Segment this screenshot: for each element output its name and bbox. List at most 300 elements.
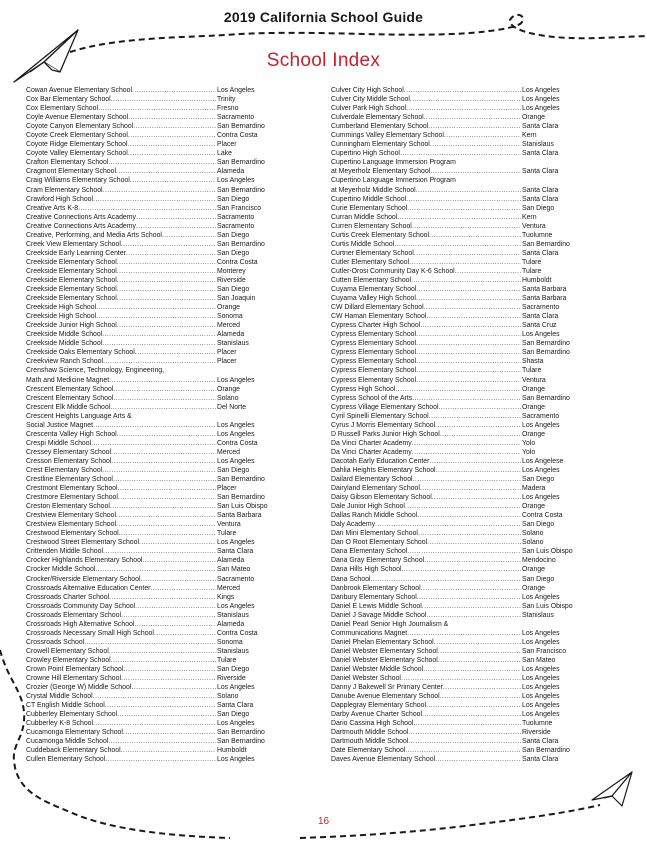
index-entry — [331, 312, 596, 321]
dot-leader — [456, 176, 521, 185]
school-name: Creekside Elementary School — [26, 258, 117, 266]
school-name: Dartmouth Middle School — [331, 738, 409, 746]
school-name: Crestmore Elementary School — [26, 494, 118, 502]
school-name: CT English Middle School — [26, 702, 105, 710]
county-name: San Diego — [522, 575, 555, 583]
index-entry — [26, 167, 291, 176]
index-entry — [26, 746, 291, 755]
index-entry — [331, 357, 596, 366]
school-name: Crossroads Charter School — [26, 593, 110, 601]
dot-leader — [110, 502, 216, 511]
dot-leader — [416, 376, 521, 385]
index-entry — [26, 249, 291, 258]
index-entry — [331, 728, 596, 737]
county-name: San Joaquin — [217, 295, 256, 303]
county-name — [521, 176, 596, 185]
dot-leader — [408, 737, 521, 746]
dot-leader — [424, 113, 521, 122]
dot-leader — [109, 647, 216, 656]
index-entry — [331, 421, 596, 430]
school-name: Curtner Elementary School — [331, 249, 414, 257]
index-entry — [331, 701, 596, 710]
county-name: Alameda — [217, 620, 245, 628]
index-entry — [331, 620, 596, 629]
index-entry — [26, 186, 291, 195]
county-name: Tulare — [217, 530, 237, 538]
dot-leader — [429, 457, 521, 466]
county-name: San Bernardino — [522, 394, 570, 402]
dot-leader — [93, 195, 216, 204]
dot-leader — [111, 448, 216, 457]
index-entry — [331, 674, 596, 683]
index-entry — [26, 556, 291, 565]
school-name: Danny J Bakewell Sr Primary Center — [331, 684, 443, 692]
index-entry — [26, 565, 291, 574]
dot-leader — [414, 249, 521, 258]
school-name: Dale Junior High School — [331, 503, 405, 511]
county-name — [521, 620, 596, 629]
county-name: Sacramento — [522, 304, 560, 312]
index-entry — [331, 294, 596, 303]
dot-leader — [455, 267, 521, 276]
dot-leader — [132, 412, 216, 421]
dot-leader — [375, 520, 521, 529]
school-name: Creekside Elementary School — [26, 276, 117, 284]
county-name: Riverside — [217, 276, 246, 284]
county-name: Santa Clara — [217, 548, 254, 556]
index-entry — [26, 710, 291, 719]
school-name: Cyrus J Morris Elementary School — [331, 421, 436, 429]
county-name: Monterey — [217, 267, 246, 275]
dot-leader — [113, 385, 216, 394]
dot-leader — [436, 466, 521, 475]
school-name: Crossroads Necessary Small High School — [26, 629, 154, 637]
dot-leader — [132, 86, 216, 95]
school-name: Cypress Elementary School — [331, 376, 417, 384]
county-name: Los Angeles — [522, 629, 560, 637]
school-name: Coyote Valley Elementary School — [26, 150, 128, 158]
county-name: Los Angelese — [522, 457, 564, 465]
dot-leader — [142, 556, 216, 565]
index-entry — [26, 466, 291, 475]
county-name: Trinity — [217, 96, 236, 104]
index-column-left — [26, 86, 291, 765]
school-name: Crest Elementary School — [26, 466, 103, 474]
dot-leader — [96, 303, 216, 312]
index-entry — [331, 176, 596, 185]
county-name: Stanislaus — [217, 647, 249, 655]
index-entry — [331, 131, 596, 140]
county-name: Los Angeles — [522, 593, 560, 601]
index-entry — [26, 204, 291, 213]
county-name: Orange — [522, 566, 545, 574]
county-name: Los Angeles — [522, 638, 560, 646]
index-entry — [331, 511, 596, 520]
school-name: Cypress School of the Arts — [331, 394, 413, 402]
index-entry — [26, 701, 291, 710]
county-name: Los Angeles — [522, 675, 560, 683]
county-name: Yolo — [522, 439, 536, 447]
county-name: Orange — [522, 114, 545, 122]
county-name: Orange — [522, 403, 545, 411]
index-entry — [26, 140, 291, 149]
school-name: Cypress Elementary School — [331, 367, 417, 375]
school-name: Dartmouth Middle School — [331, 729, 409, 737]
school-name: Crossroads High Alternative School — [26, 620, 135, 628]
school-name: Cupertino Language Immersion Program — [331, 159, 456, 167]
dot-leader — [428, 122, 521, 131]
index-entry — [331, 403, 596, 412]
dot-leader — [103, 547, 216, 556]
index-entry — [331, 565, 596, 574]
dot-leader — [91, 439, 216, 448]
school-name: Crestwood Elementary School — [26, 530, 119, 538]
school-name: Dana School — [331, 575, 371, 583]
school-name: Creative, Performing, and Media Arts School — [26, 231, 162, 239]
dot-leader — [405, 502, 521, 511]
index-entry — [26, 593, 291, 602]
dot-leader — [128, 131, 216, 140]
dot-leader — [134, 620, 216, 629]
dot-leader — [435, 755, 521, 764]
dot-leader — [78, 204, 216, 213]
school-name: Cragmont Elementary School — [26, 168, 117, 176]
dot-leader — [121, 674, 216, 683]
school-name: Creekside Junior High School — [26, 322, 117, 330]
school-name: Culver City High School — [331, 87, 404, 94]
index-entry — [26, 547, 291, 556]
school-name: Cupertino Language Immersion Program — [331, 177, 456, 185]
county-name: Santa Clara — [522, 195, 559, 203]
dot-leader — [407, 629, 521, 638]
school-name: Daniel Webster Elementary School — [331, 647, 438, 655]
county-name: San Bernardino — [522, 340, 570, 348]
dot-leader — [117, 430, 216, 439]
county-name: Los Angeles — [522, 421, 560, 429]
index-entry — [26, 611, 291, 620]
dot-leader — [105, 701, 216, 710]
school-name: Crown Point Elementary School — [26, 666, 124, 673]
index-entry — [331, 258, 596, 267]
county-name: Riverside — [522, 729, 551, 737]
dot-leader — [103, 186, 216, 195]
index-entry — [331, 475, 596, 484]
county-name: San Francisco — [217, 204, 262, 212]
dot-leader — [416, 186, 521, 195]
school-name: Crittenden Middle School — [26, 548, 103, 556]
school-name: Date Elementary School — [331, 747, 406, 755]
school-name: Crossroads Community Day School — [26, 602, 136, 610]
dot-leader — [118, 493, 216, 502]
county-name: Stanislaus — [522, 141, 554, 149]
county-name: Orange — [217, 385, 240, 393]
dot-leader — [416, 366, 521, 375]
county-name: Sacramento — [217, 114, 255, 122]
school-name: Crescent Heights Language Arts & — [26, 412, 132, 420]
index-entry — [26, 538, 291, 547]
dot-leader — [418, 529, 521, 538]
dot-leader — [412, 222, 521, 231]
index-entry — [331, 86, 596, 95]
dot-leader — [116, 520, 216, 529]
school-name: Cutler-Orosi Community Day K-6 School — [331, 267, 455, 275]
county-name: Placer — [217, 141, 237, 149]
county-name: Los Angeles — [217, 421, 255, 429]
county-name: Contra Costa — [217, 258, 258, 266]
index-entry — [331, 195, 596, 204]
county-name: Los Angeles — [217, 177, 255, 185]
dot-leader — [123, 665, 216, 674]
school-name: Cuyama Elementary School — [331, 286, 417, 294]
dot-leader — [405, 746, 521, 755]
index-entry — [331, 710, 596, 719]
school-name: Cypress Elementary School — [331, 358, 417, 366]
index-entry — [26, 430, 291, 439]
dot-leader — [430, 140, 521, 149]
dot-leader — [93, 692, 216, 701]
school-name: Daniel E Lewis Middle School — [331, 602, 422, 610]
index-entry — [331, 665, 596, 674]
index-entry — [331, 584, 596, 593]
county-name: Tuolumne — [522, 231, 553, 239]
school-name: Dan Mini Elementary School — [331, 530, 418, 538]
school-name: Crowell Elementary School — [26, 647, 109, 655]
dot-leader — [416, 294, 521, 303]
school-name: Dapplegray Elementary School — [331, 702, 426, 710]
dot-leader — [96, 312, 216, 321]
dot-leader — [110, 403, 216, 412]
index-entry — [331, 122, 596, 131]
dot-leader — [113, 394, 216, 403]
school-name: Cuddeback Elementary School — [26, 747, 121, 755]
county-name: Santa Clara — [522, 150, 559, 158]
dot-leader — [135, 348, 216, 357]
index-entry — [26, 421, 291, 430]
county-name: San Diego — [217, 711, 250, 719]
dot-leader — [417, 593, 521, 602]
school-name: Cummings Valley Elementary School — [331, 132, 444, 140]
dot-leader — [98, 104, 216, 113]
dot-leader — [411, 276, 521, 285]
index-entry — [331, 366, 596, 375]
county-name: Alameda — [217, 168, 245, 176]
index-entry — [26, 321, 291, 330]
school-name: Curtis Creek Elementary School — [331, 231, 430, 239]
index-entry — [26, 412, 291, 421]
county-name: Madera — [522, 485, 546, 493]
dot-leader — [406, 104, 521, 113]
index-entry — [26, 674, 291, 683]
county-name: San Diego — [217, 666, 250, 673]
school-name: Coyote Creek Elementary School — [26, 132, 128, 140]
index-entry — [26, 692, 291, 701]
dot-leader — [117, 294, 216, 303]
index-entry — [26, 303, 291, 312]
county-name: Contra Costa — [522, 512, 563, 520]
index-entry — [26, 285, 291, 294]
county-name: Los Angeles — [217, 756, 255, 764]
dot-leader — [102, 339, 216, 348]
dot-leader — [416, 330, 521, 339]
school-name: Creative Connections Arts Academy — [26, 213, 136, 221]
index-entry — [331, 629, 596, 638]
index-entry — [26, 312, 291, 321]
school-name: Cubberley Elementary School — [26, 711, 118, 719]
dot-leader — [84, 638, 216, 647]
dot-leader — [426, 611, 521, 620]
school-name: Creekside Early Learning Center — [26, 249, 126, 257]
school-name: at Meyerholz Middle School — [331, 186, 416, 194]
school-name: Daly Academy — [331, 521, 376, 529]
dot-leader — [416, 357, 521, 366]
dot-leader — [404, 86, 521, 95]
school-name: Cox Bar Elementary School — [26, 96, 111, 104]
index-entry — [26, 647, 291, 656]
county-name: Los Angeles — [522, 331, 560, 339]
county-name: San Bernardino — [217, 240, 265, 248]
dot-leader — [439, 403, 522, 412]
school-name: Dana Hills High School — [331, 566, 402, 574]
school-name: Crestview Elementary School — [26, 521, 116, 529]
dot-leader — [407, 204, 521, 213]
school-name: Creekside High School — [26, 304, 97, 312]
page-number: 16 — [317, 816, 330, 827]
county-name: San Bernardino — [217, 494, 265, 502]
index-entry — [26, 86, 291, 95]
county-name: Los Angeles — [522, 87, 560, 94]
school-name: Creston Elementary School — [26, 503, 110, 511]
index-entry — [26, 376, 291, 385]
county-name: Fresno — [217, 105, 239, 113]
dot-leader — [438, 647, 521, 656]
dot-leader — [394, 240, 521, 249]
index-entry — [331, 737, 596, 746]
school-name: Cupertino High School — [331, 150, 400, 158]
index-entry — [331, 638, 596, 647]
school-name: Daisy Gibson Elementary School — [331, 494, 432, 502]
index-entry — [331, 683, 596, 692]
dot-leader — [430, 167, 521, 176]
county-name: Lake — [217, 150, 232, 158]
school-name: Cutler Elementary School — [331, 258, 410, 266]
index-entry — [26, 158, 291, 167]
index-entry — [331, 149, 596, 158]
school-name: Dana Gray Elementary School — [331, 557, 425, 565]
index-entry — [26, 330, 291, 339]
index-entry — [331, 593, 596, 602]
index-entry — [26, 502, 291, 511]
school-name: Crocker Highlands Elementary School — [26, 557, 143, 565]
dot-leader — [102, 466, 216, 475]
county-name: Los Angeles — [217, 684, 255, 692]
index-entry — [331, 167, 596, 176]
index-entry — [331, 538, 596, 547]
school-name: Crescent Elk Middle School — [26, 403, 111, 411]
school-name: Creekside Middle School — [26, 331, 103, 339]
school-name: Crossroads Elementary School — [26, 611, 121, 619]
dot-leader — [135, 602, 216, 611]
school-name: Cypress Charter High School — [331, 322, 421, 330]
county-name: San Bernardino — [522, 240, 570, 248]
index-entry — [331, 303, 596, 312]
county-name: Santa Clara — [522, 168, 559, 176]
paper-airplane-icon-bottom — [592, 772, 632, 806]
county-name: Los Angeles — [522, 105, 560, 113]
county-name: Los Angeles — [522, 96, 560, 104]
school-name: Darby Avenue Charter School — [331, 711, 423, 719]
school-name: Danbrook Elementary School — [331, 584, 421, 592]
school-name: Creekside Elementary School — [26, 267, 117, 275]
dot-leader — [116, 511, 216, 520]
index-entry — [331, 556, 596, 565]
dot-leader — [118, 484, 216, 493]
county-name: Placer — [217, 349, 237, 357]
dot-leader — [102, 330, 216, 339]
index-entry — [331, 339, 596, 348]
school-name: Cypress High School — [331, 385, 396, 393]
index-entry — [26, 638, 291, 647]
dot-leader — [429, 231, 521, 240]
school-name: Dailard Elementary School — [331, 476, 413, 484]
school-name: Communications Magnet — [331, 629, 408, 637]
school-name: Cram Elementary School — [26, 186, 103, 194]
county-name: Alameda — [217, 557, 245, 565]
dot-leader — [432, 493, 521, 502]
dot-leader — [429, 412, 521, 421]
county-name: San Bernardino — [217, 729, 265, 737]
school-name: Culverdale Elementary School — [331, 114, 424, 122]
school-name: Cox Elementary School — [26, 105, 99, 113]
dot-leader — [427, 538, 521, 547]
county-name: Ventura — [522, 376, 546, 384]
dot-leader — [113, 475, 216, 484]
dot-leader — [438, 656, 521, 665]
dot-leader — [412, 439, 521, 448]
index-entry — [331, 285, 596, 294]
county-name: Merced — [217, 322, 240, 330]
county-name: Orange — [522, 430, 545, 438]
guide-title: 2019 California School Guide — [223, 9, 424, 25]
county-name: Santa Barbara — [522, 286, 567, 294]
index-entry — [331, 502, 596, 511]
county-name: San Bernardino — [217, 738, 265, 746]
county-name: Los Angeles — [217, 457, 255, 465]
school-name: Crestline Elementary School — [26, 476, 113, 484]
dot-leader — [131, 683, 216, 692]
index-entry — [26, 629, 291, 638]
index-entry — [331, 412, 596, 421]
school-name: Math and Medicine Magnet — [26, 376, 110, 384]
county-name: Ventura — [522, 222, 546, 230]
school-name: Craig Williams Elementary School — [26, 177, 130, 185]
dot-leader — [406, 195, 521, 204]
school-name: Crossroads School — [26, 638, 85, 646]
index-entry — [331, 746, 596, 755]
dot-leader — [416, 339, 521, 348]
school-name: Crozier (George W) Middle School — [26, 684, 132, 692]
county-name: Humboldt — [217, 747, 247, 755]
index-entry — [26, 258, 291, 267]
school-name: Cutten Elementary School — [331, 276, 412, 284]
school-name: Cumberland Elementary School — [331, 123, 429, 131]
dot-leader — [448, 620, 521, 629]
county-name: San Bernardino — [217, 186, 265, 194]
index-entry — [331, 249, 596, 258]
dot-leader — [117, 267, 216, 276]
index-entry — [26, 231, 291, 240]
index-entry — [26, 520, 291, 529]
index-entry — [331, 656, 596, 665]
